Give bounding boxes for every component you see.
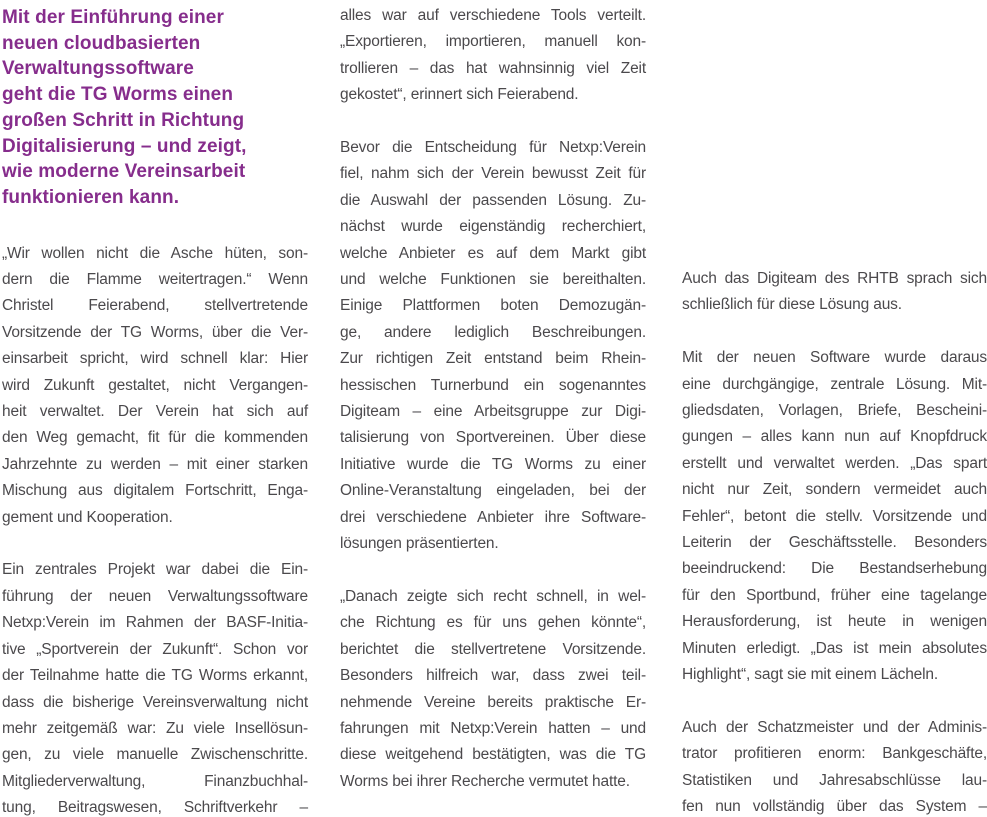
text-line: dass die bisherige Vereinsverwaltung nicht — [2, 693, 308, 711]
text-line: gen, zu viele manuelle Zwischenschritte. — [2, 746, 308, 764]
text-line: erstellt und verwaltet werden. „Das spart — [682, 454, 987, 472]
text-line: für den Sportbund, früher eine tagelange — [682, 586, 987, 604]
text-line: berichtet die stellvertretene Vorsitzende. — [340, 640, 646, 658]
text-line: Fehler“, betont die stellv. Vorsitzende und — [682, 507, 987, 525]
text-line: „Danach zeigte sich recht schnell, in wel- — [340, 587, 646, 605]
text-line: Mischung aus digitalem Fortschritt, Enga- — [2, 482, 308, 500]
article-column-1 — [2, 3, 308, 817]
text-line: Worms bei ihrer Recherche vermutet hatte. — [340, 772, 630, 790]
intro-lead-paragraph — [2, 5, 308, 211]
text-line: talisierung von Sportvereinen. Über diese — [340, 429, 646, 447]
text-line: lösungen präsentierten. — [340, 535, 499, 553]
text-line: „Wir wollen nicht die Asche hüten, son- — [2, 244, 308, 262]
text-line: einsarbeit spricht, wird schnell klar: Hier — [2, 350, 308, 368]
text-line: fiel, nahm sich der Verein bewusst Zeit für — [340, 165, 646, 183]
text-line: drei verschiedene Anbieter ihre Software- — [340, 508, 646, 526]
text-line: beeindruckend: Die Bestandserhebung — [682, 560, 987, 578]
text-line: Digitalisierung – und zeigt, — [2, 135, 247, 157]
text-line: Einige Plattformen boten Demozugän- — [340, 297, 646, 315]
text-line: nehmende Vereine bereits praktische Er- — [340, 693, 646, 711]
text-line: diese weitgehend bestätigten, was die TG — [340, 746, 646, 764]
text-line: Leiterin der Geschäftsstelle. Besonders — [682, 534, 987, 552]
text-line: Auch das Digiteam des RHTB sprach sich — [682, 270, 987, 287]
text-line: führung der neuen Verwaltungssoftware — [2, 587, 308, 605]
text-line: Vorsitzende der TG Worms, über die Ver- — [2, 323, 308, 341]
text-line: Herausforderung, ist heute in wenigen — [682, 613, 987, 631]
text-line: Ein zentrales Projekt war dabei die Ein- — [2, 561, 308, 579]
text-line: fahrungen mit Netxp:Verein hatten – und — [340, 719, 646, 737]
text-line: wird Zukunft gestaltet, nicht Vergangen- — [2, 376, 308, 394]
text-line: che Richtung es für uns gehen könnte“, — [340, 614, 646, 632]
text-line: tung, Beitragswesen, Schriftverkehr – — [2, 799, 308, 817]
text-line: Mitgliederverwaltung, Finanzbuchhal- — [2, 772, 308, 790]
text-line: Besonders hilfreich war, dass zwei teil- — [340, 667, 646, 685]
text-line: Mit der Einführung einer — [2, 7, 224, 28]
text-line: „Exportieren, importieren, manuell kon- — [340, 33, 646, 51]
text-line: und welche Funktionen sie bereithalten. — [340, 271, 646, 289]
text-line: heit verwaltet. Der Verein hat sich auf — [2, 403, 308, 421]
text-line: hessischen Turnerbund ein sogenanntes — [340, 376, 646, 394]
text-line: trollieren – das hat wahnsinnig viel Zeit — [340, 59, 646, 77]
text-line: Zur richtigen Zeit entstand beim Rhein- — [340, 350, 646, 368]
text-line: der Teilnahme hatte die TG Worms erkannt, — [2, 667, 308, 685]
text-line: geht die TG Worms einen — [2, 84, 234, 106]
body-paragraph — [682, 345, 987, 688]
body-paragraph — [340, 3, 646, 109]
text-line: welche Anbieter es auf dem Markt gibt — [340, 244, 646, 262]
text-line: fen nun vollständig über das System – — [682, 798, 987, 816]
text-line: gungen – alles kann nun auf Knopfdruck — [682, 428, 987, 446]
text-line: Initiative wurde die TG Worms zu einer — [340, 455, 646, 473]
body-paragraph — [2, 557, 308, 817]
text-line: Verwaltungssoftware — [2, 58, 194, 80]
text-line: gliedsdaten, Vorlagen, Briefe, Bescheini- — [682, 402, 987, 420]
text-line: wie moderne Vereinsarbeit — [2, 161, 246, 183]
text-line: Christel Feierabend, stellvertretende — [2, 297, 308, 315]
body-paragraph — [682, 266, 987, 319]
text-line: Netxp:Verein im Rahmen der BASF-Initia- — [2, 614, 308, 632]
text-line: trator profitieren enorm: Bankgeschäfte, — [682, 745, 987, 763]
text-line: die Auswahl der passenden Lösung. Zu- — [340, 191, 646, 209]
text-line: Bevor die Entscheidung für Netxp:Verein — [340, 139, 646, 157]
text-line: Highlight“, sagt sie mit einem Lächeln. — [682, 666, 939, 684]
text-line: Jahrzehnte zu werden – mit einer starken — [2, 455, 308, 473]
article-column-3 — [682, 3, 987, 817]
text-line: großen Schritt in Richtung — [2, 109, 245, 131]
article-column-2 — [340, 3, 646, 817]
text-line: gekostet“, erinnert sich Feierabend. — [340, 86, 579, 104]
text-line: dern die Flamme weitertragen.“ Wenn — [2, 271, 308, 289]
body-paragraph — [682, 715, 987, 817]
body-paragraph — [340, 135, 646, 558]
text-line: alles war auf verschiedene Tools verteilt. — [340, 7, 646, 24]
text-line: nicht nur Zeit, sondern vermeidet auch — [682, 481, 987, 499]
body-paragraph — [2, 241, 308, 531]
text-line: Minuten erledigt. „Das ist mein absolutes — [682, 639, 987, 657]
text-line: Mit der neuen Software wurde daraus — [682, 349, 987, 367]
text-line: gement und Kooperation. — [2, 508, 173, 526]
text-line: Auch der Schatzmeister und der Adminis- — [682, 718, 987, 736]
text-line: mehr zeitgemäß war: Zu viele Insellösun- — [2, 719, 308, 737]
text-line: eine durchgängige, zentrale Lösung. Mit- — [682, 375, 987, 393]
text-line: Statistiken und Jahresabschlüsse lau- — [682, 771, 987, 789]
body-paragraph — [340, 584, 646, 795]
text-line: neuen cloudbasierten — [2, 32, 201, 54]
text-line: Online-Veranstaltung eingeladen, bei der — [340, 482, 646, 500]
text-line: den Weg gemacht, fit für die kommenden — [2, 429, 308, 447]
text-line: ge, andere lediglich Beschreibungen. — [340, 323, 646, 341]
text-line: schließlich für diese Lösung aus. — [682, 296, 902, 314]
text-line: nächst wurde eigenständig recherchiert, — [340, 218, 646, 236]
text-line: funktionieren kann. — [2, 186, 180, 208]
text-line: tive „Sportverein der Zukunft“. Schon vor — [2, 640, 308, 658]
text-line: Digiteam – eine Arbeitsgruppe zur Digi- — [340, 403, 646, 421]
